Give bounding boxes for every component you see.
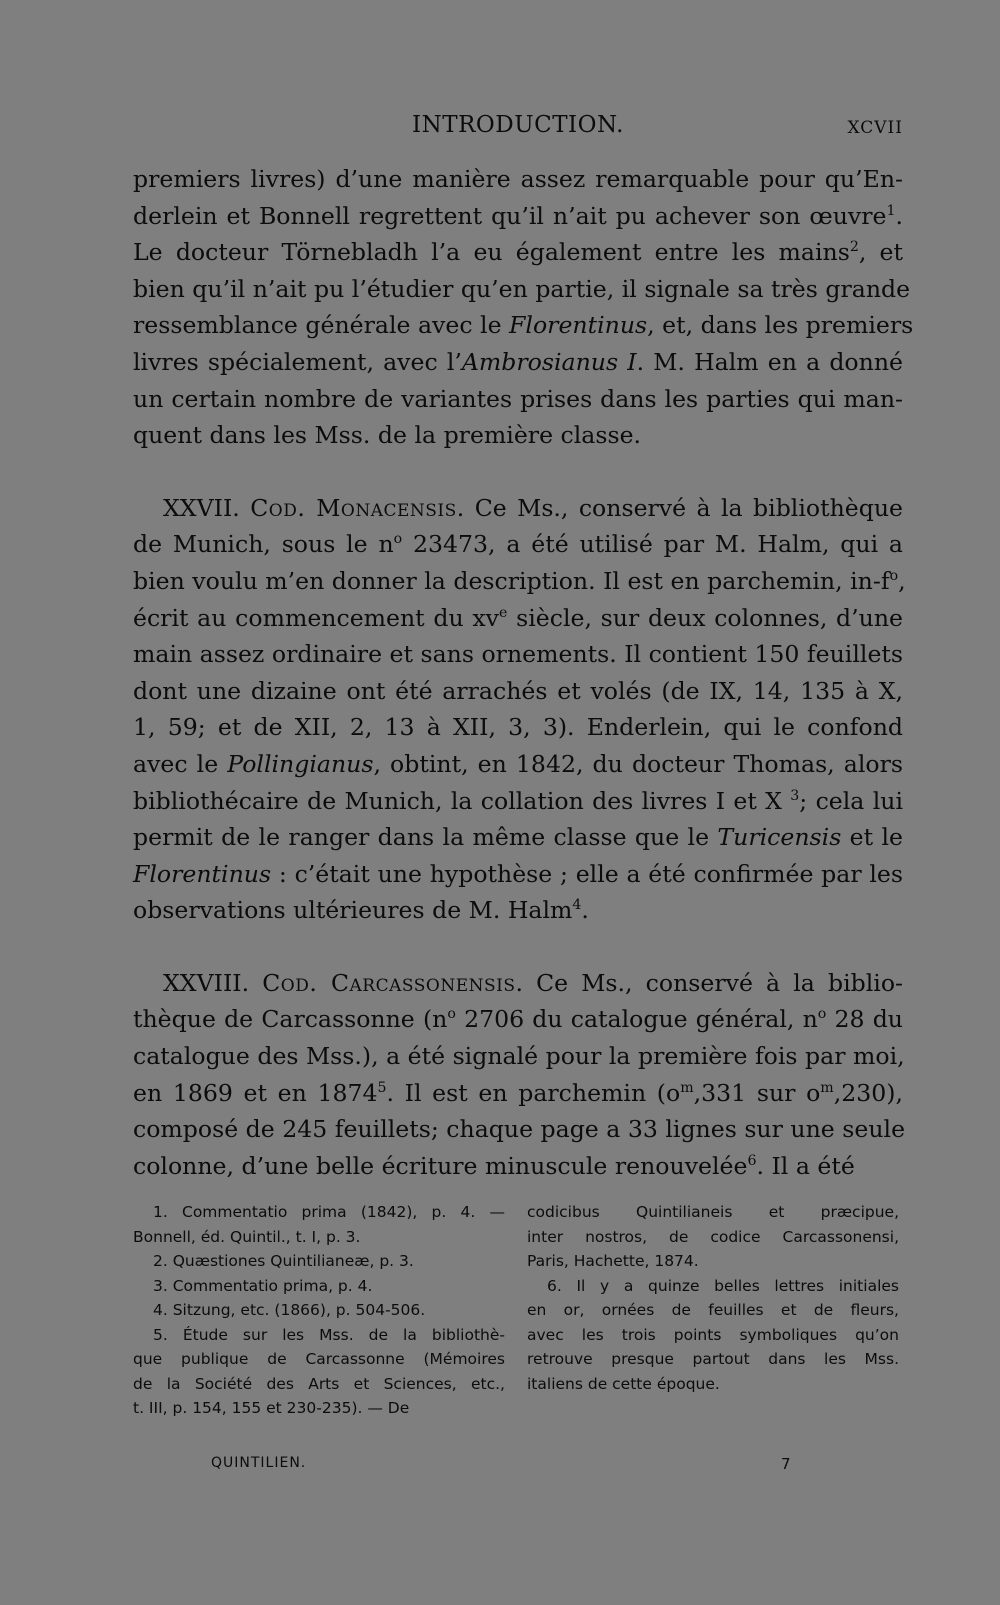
footnote-line: 4. Sitzung, etc. (1866), p. 504-506. xyxy=(153,1301,426,1319)
footnote-line: Bonnell, éd. Quintil., t. I, p. 3. xyxy=(133,1227,361,1246)
footnote-marker: 6 xyxy=(747,1152,757,1169)
footnote-marker: 3 xyxy=(790,787,800,804)
italic-text: Turicensis xyxy=(717,823,842,852)
footnote-marker: m xyxy=(680,1079,694,1096)
footnote-marker: 4 xyxy=(572,897,582,914)
footnote-marker: o xyxy=(817,1006,827,1023)
footnote-line: codicibus Quintilianeis et præcipue, xyxy=(527,1203,899,1221)
footnote-line: que publique de Carcassonne (Mémoires xyxy=(133,1350,505,1368)
text-line: thèque de Carcassonne ($n^o$ 2706 du catalogue général, $n^o$ 28 du xyxy=(133,1005,903,1034)
italic-text: Ambrosianus I xyxy=(461,347,637,376)
running-header xyxy=(133,108,903,142)
page-folio: XCVII xyxy=(847,118,903,138)
footnote-line: 3. Commentatio prima, p. 4. xyxy=(153,1276,373,1295)
italic-text: Pollingianus xyxy=(227,749,374,778)
text-line: livres spécialement, avec l’Ambrosianus I. M. Halm en a donné xyxy=(133,347,903,376)
footnote-marker: o xyxy=(393,531,403,548)
text-line: écrit au commencement du $xv^e$ siècle, sur deux colonnes, d’une xyxy=(133,603,904,632)
footnote-line: Paris, Hachette, 1874. xyxy=(527,1252,699,1270)
footnote-marker: 2 xyxy=(849,239,859,256)
footnote-line: 6. Il y a quinze belles lettres initiales xyxy=(547,1276,899,1295)
small-caps-text: Cod. Carcassonensis xyxy=(262,968,516,997)
text-line: en 1869 et en 1874$^5$. Il est en parchemin ($o^m,331$ sur $o^m,230$), xyxy=(133,1078,903,1107)
text-line: observations ultérieures de M. Halm$^4$. xyxy=(133,896,589,925)
page-footer xyxy=(133,1455,903,1479)
footnote-marker: e xyxy=(499,604,508,621)
text-line: bien qu’il n’ait pu l’étudier qu’en partie, il signale sa très grande xyxy=(133,274,911,303)
text-line: premiers livres) d’une manière assez remarquable pour qu’En- xyxy=(133,165,903,193)
footnote-marker: o xyxy=(447,1006,456,1023)
text-line: XXVIII. Cod. Carcassonensis. Ce Ms., conservé à la biblio- xyxy=(163,968,904,997)
footnote-line: inter nostros, de codice Carcassonensi, xyxy=(527,1227,899,1246)
small-caps-text: Cod. Monacensis xyxy=(250,493,457,522)
text-line: composé de 245 feuillets; chaque page a 33 lignes sur une seule xyxy=(133,1115,906,1144)
running-title: INTRODUCTION. xyxy=(412,112,624,138)
text-line: permit de le ranger dans la même classe que le Turicensis et le xyxy=(133,823,904,852)
text-line: un certain nombre de variantes prises dans les parties qui man- xyxy=(133,384,903,413)
text-line: avec le Pollingianus, obtint, en 1842, du docteur Thomas, alors xyxy=(133,749,903,778)
text-line: dont une dizaine ont été arrachés et volés (de IX, 14, 135 à X, xyxy=(133,676,903,705)
footnote-line: en or, ornées de feuilles et de fleurs, xyxy=(527,1301,899,1319)
footnote-line: 1. Commentatio prima (1842), p. 4. — xyxy=(153,1203,505,1221)
footnote-line: de la Société des Arts et Sciences, etc., xyxy=(133,1374,505,1393)
footnote-marker: m xyxy=(820,1079,834,1096)
text-line: quent dans les Mss. de la première classe. xyxy=(133,421,642,450)
italic-text: Florentinus xyxy=(509,311,648,340)
text-line: Le docteur Törnebladh l’a eu également entre les mains$^2$, et xyxy=(133,238,903,267)
footnote-line: 2. Quæstiones Quintilianeæ, p. 3. xyxy=(153,1252,414,1270)
footnote-line: avec les trois points symboliques qu’on xyxy=(527,1325,899,1344)
text-line: Florentinus : c’était une hypothèse ; elle a été confirmée par les xyxy=(133,859,903,888)
footnote-line: t. III, p. 154, 155 et 230-235). — De xyxy=(133,1399,410,1417)
footnote-line: 5. Étude sur les Mss. de la bibliothè- xyxy=(153,1325,505,1344)
text-line: 1, 59; et de XII, 2, 13 à XII, 3, 3). Enderlein, qui le confond xyxy=(133,713,903,742)
text-line: colonne, d’une belle écriture minuscule renouvelée$^6$. Il a été xyxy=(133,1151,855,1180)
footnotes-right-column xyxy=(527,1200,899,1396)
text-line: bien voulu m’en donner la description. Il est en parchemin, $in-f^o$, xyxy=(133,566,906,595)
paragraph-gap xyxy=(133,929,903,965)
text-line: XXVII. Cod. Monacensis. Ce Ms., conservé à la bibliothèque xyxy=(163,493,903,522)
text-line: ressemblance générale avec le Florentinus, et, dans les premiers xyxy=(133,311,914,340)
text-line: main assez ordinaire et sans ornements. Il contient 150 feuillets xyxy=(133,640,903,669)
text-line: bibliothécaire de Munich, la collation des livres I et X $^3$; cela lui xyxy=(133,786,903,815)
footnote-marker: 5 xyxy=(377,1079,387,1096)
footnotes-left-column xyxy=(133,1200,505,1421)
sheet-number: 7 xyxy=(781,1455,791,1473)
text-line: derlein et Bonnell regrettent qu’il n’ait pu achever son œuvre$^1$. xyxy=(133,201,903,230)
footnote-line: retrouve presque partout dans les Mss. xyxy=(527,1350,899,1368)
printer-signature: QUINTILIEN. xyxy=(211,1455,307,1471)
footnote-line: italiens de cette époque. xyxy=(527,1374,720,1393)
footnote-marker: o xyxy=(889,568,899,585)
italic-text: Florentinus xyxy=(133,859,272,888)
paragraph-gap xyxy=(133,454,903,490)
text-line: catalogue des Mss.), a été signalé pour la première fois par moi, xyxy=(133,1042,905,1071)
main-text xyxy=(133,161,914,1184)
text-line: de Munich, sous le $n^o$ 23473, a été utilisé par M. Halm, qui a xyxy=(133,530,903,559)
footnote-marker: 1 xyxy=(886,202,896,219)
